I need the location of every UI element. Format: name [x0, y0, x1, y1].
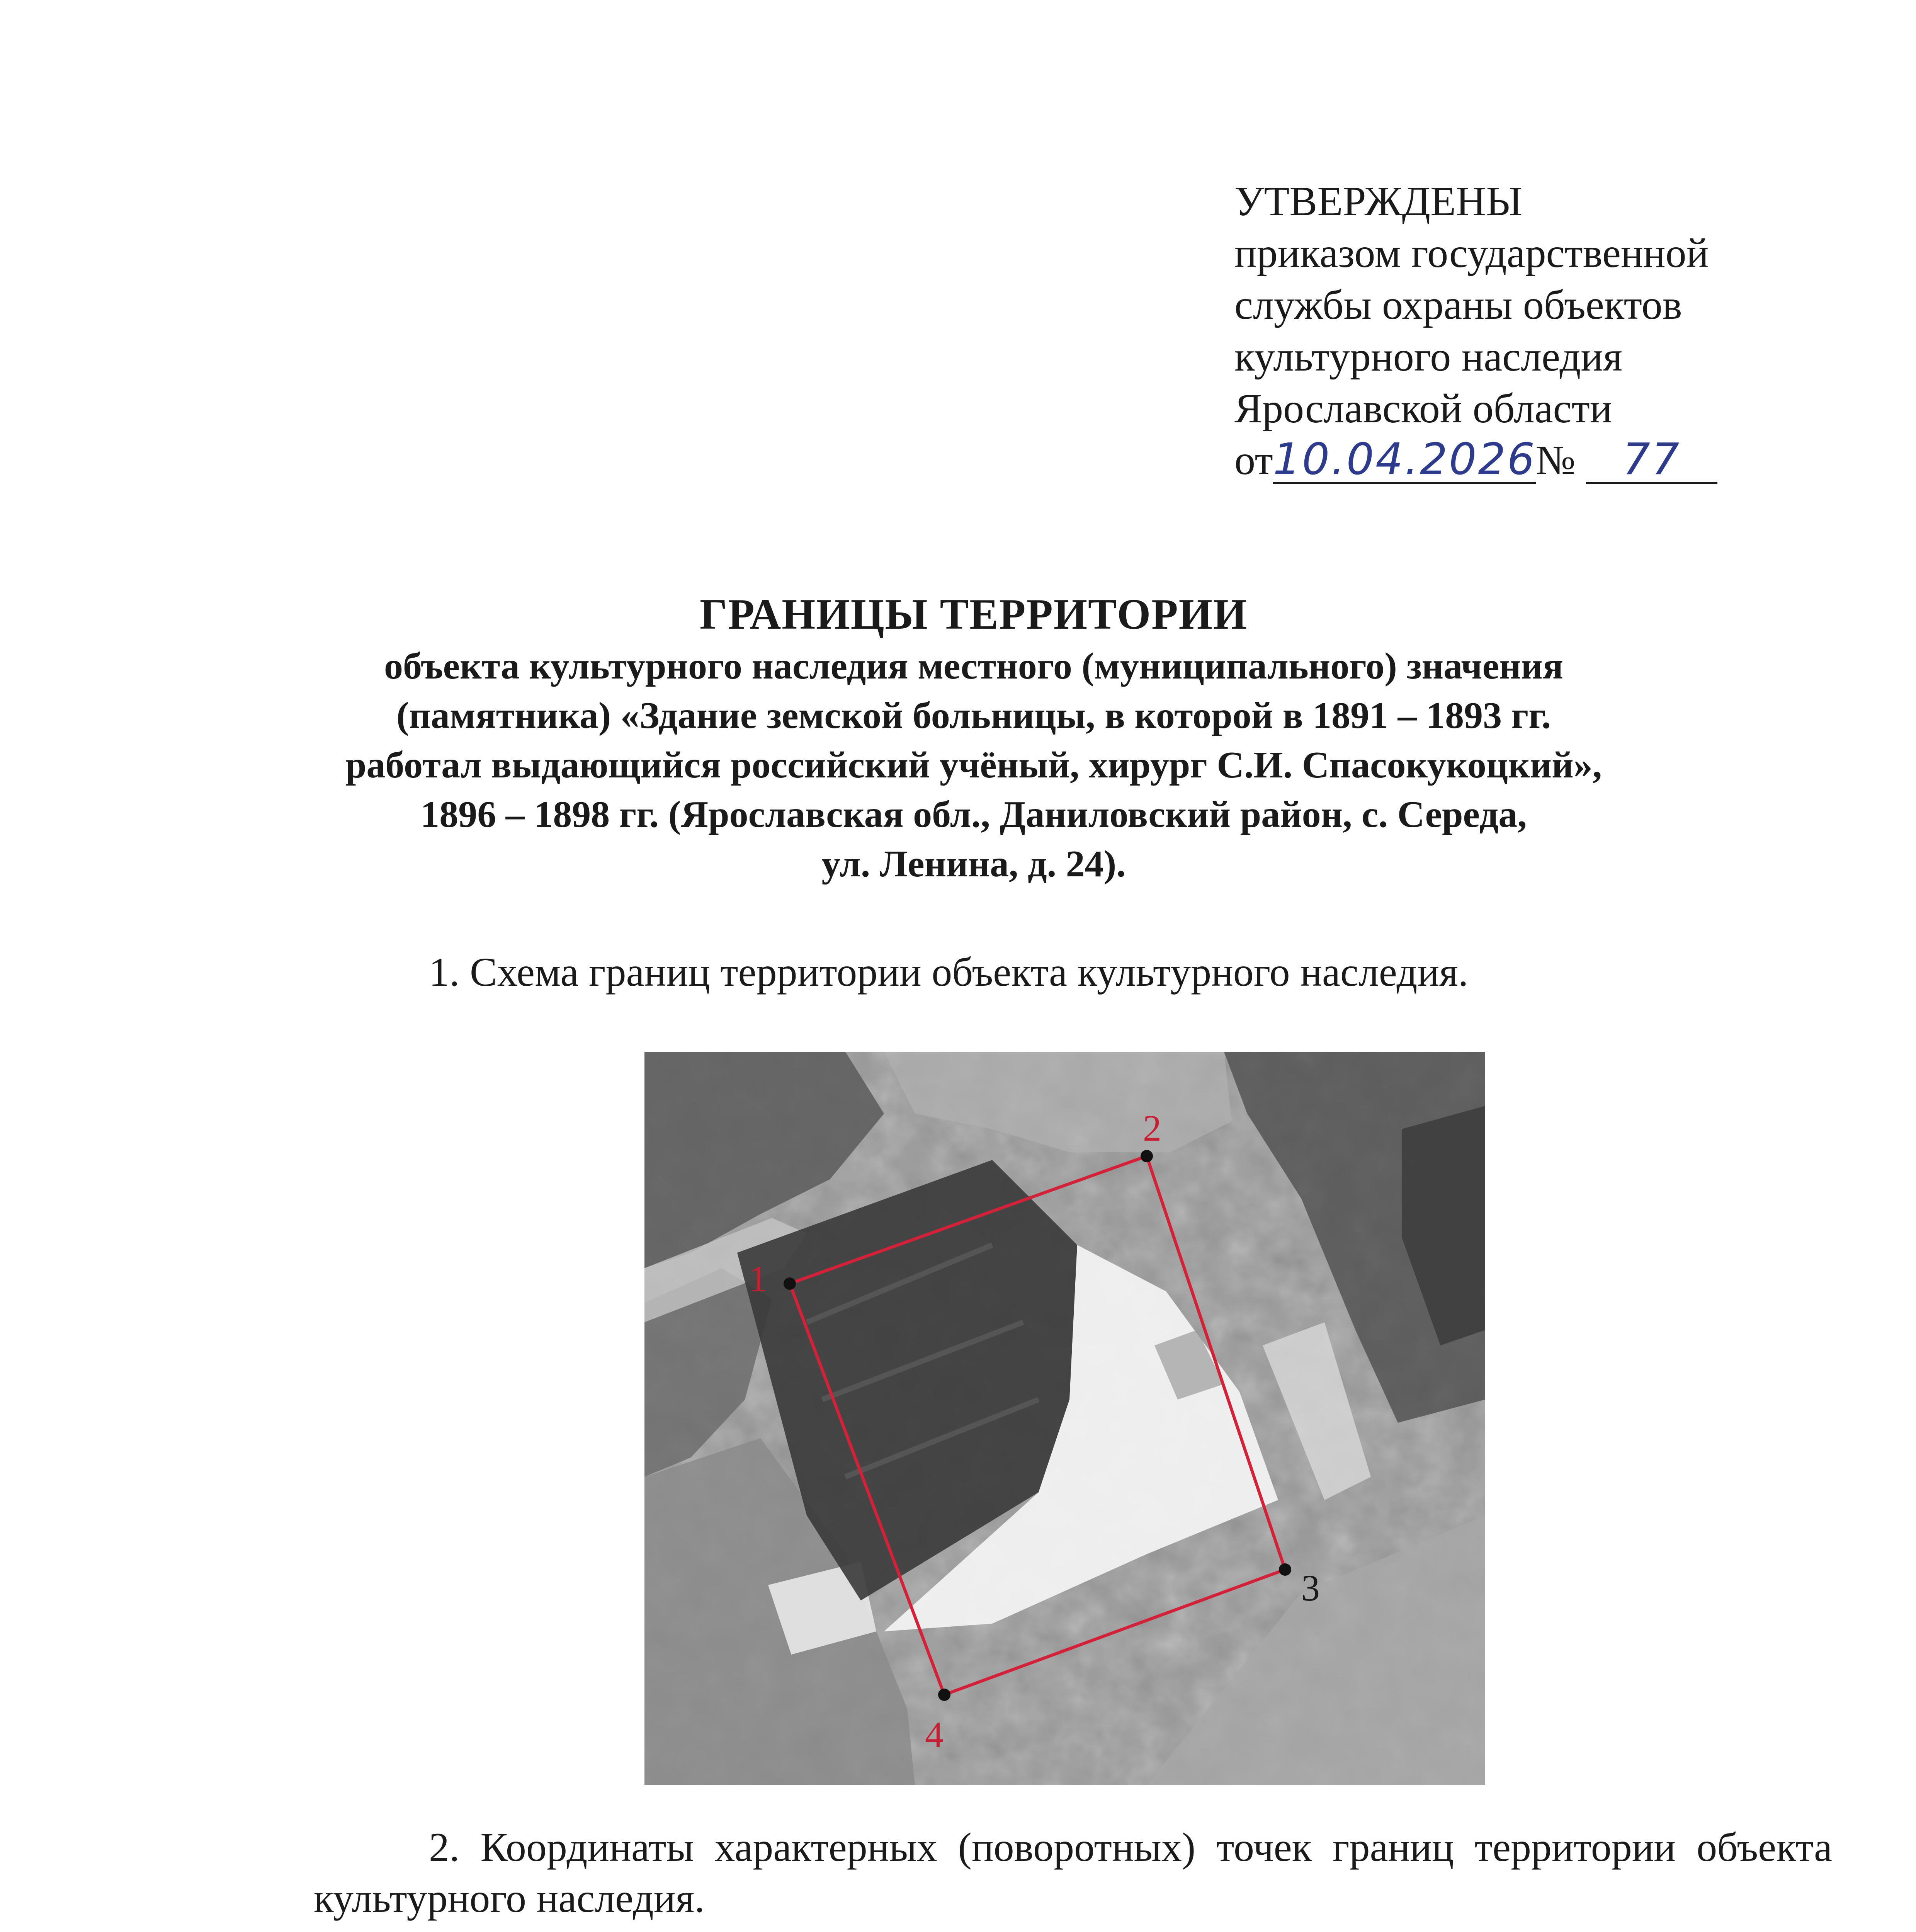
approval-line: службы охраны объектов: [1234, 282, 1682, 328]
point-label-4: 4: [925, 1714, 944, 1755]
aerial-map: [644, 1052, 1485, 1785]
point-label-3: 3: [1301, 1567, 1320, 1609]
title-line: (памятника) «Здание земской больницы, в которой в 1891 – 1893 гг.: [396, 695, 1551, 736]
approval-line: Ярославской области: [1234, 386, 1612, 432]
title-line: ул. Ленина, д. 24).: [821, 843, 1126, 885]
document-title: [232, 587, 1715, 889]
approval-heading: УТВЕРЖДЕНЫ: [1234, 179, 1523, 224]
title-main: ГРАНИЦЫ ТЕРРИТОРИИ: [700, 590, 1248, 638]
map-svg: [644, 1052, 1485, 1785]
point-label-2: 2: [1143, 1107, 1161, 1149]
boundary-point-2: [1141, 1150, 1153, 1162]
approval-line: культурного наследия: [1234, 334, 1622, 380]
section-1-heading: 1. Схема границ территории объекта культурного наследия.: [429, 949, 1469, 995]
section-2-paragraph: 2. Координаты характерных (поворотных) точек границ территории объекта культурного наследия.: [314, 1825, 1832, 1921]
approval-block: [1234, 176, 1775, 486]
approval-date-number-line: [1234, 435, 1775, 486]
approval-line: приказом государственной: [1234, 230, 1709, 276]
boundary-point-4: [938, 1689, 950, 1701]
number-field: [1586, 434, 1717, 485]
from-label: от: [1234, 437, 1273, 483]
handwritten-number: 77: [1622, 434, 1681, 485]
title-line: объекта культурного наследия местного (муниципального) значения: [384, 645, 1564, 687]
title-line: 1896 – 1898 гг. (Ярославская обл., Даниловский район, с. Середа,: [420, 794, 1527, 835]
date-field: [1273, 434, 1537, 485]
boundary-point-1: [784, 1277, 796, 1290]
title-line: работал выдающийся российский учёный, хирург С.И. Спасокукоцкий»,: [345, 744, 1602, 786]
point-label-1: 1: [749, 1258, 767, 1299]
handwritten-date: 10.04.2026: [1273, 434, 1537, 485]
number-label: №: [1535, 437, 1576, 483]
boundary-point-3: [1279, 1563, 1291, 1576]
